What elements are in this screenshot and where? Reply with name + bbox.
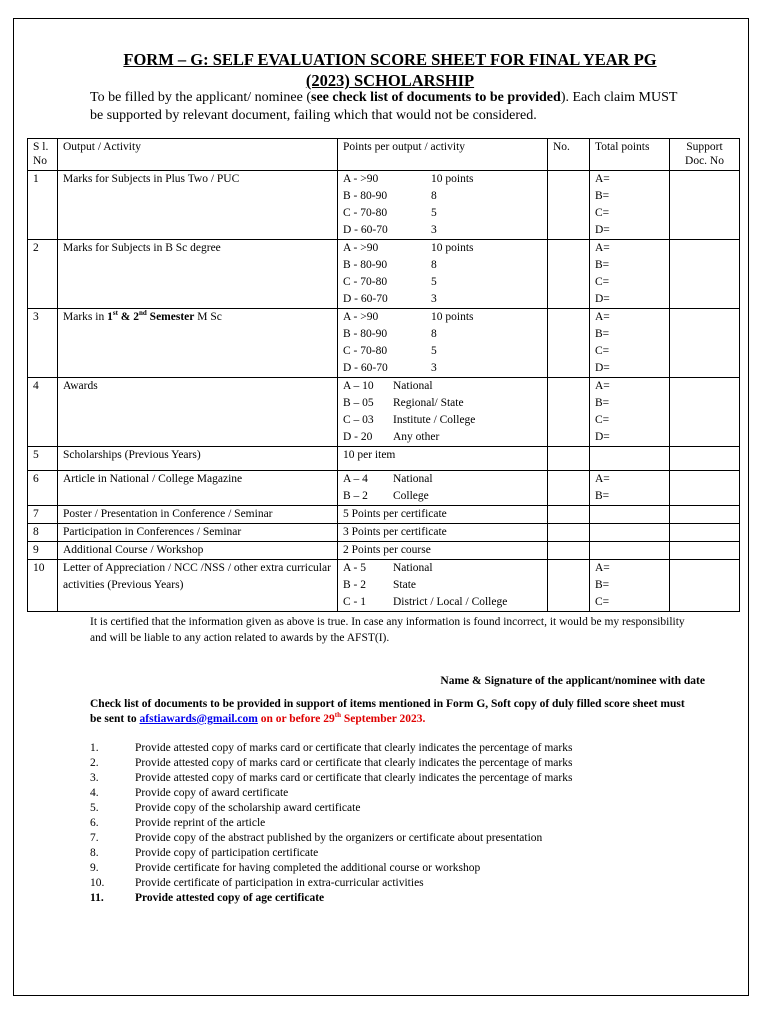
item-text: Provide copy of participation certificate (135, 847, 319, 859)
row-support-doc-cell[interactable] (670, 506, 740, 524)
deadline-text (258, 713, 426, 725)
activity-semester (107, 311, 194, 323)
points-code: C - 1 (343, 596, 366, 608)
email-link[interactable]: afstiawards@gmail.com (139, 713, 258, 725)
header-number: No. (548, 139, 590, 171)
points-code: C - 70-80 (343, 276, 388, 288)
total-label: A= (595, 473, 610, 485)
total-label: A= (595, 380, 610, 392)
item-text: Provide reprint of the article (135, 817, 266, 829)
row-sl: 1 (28, 171, 58, 240)
row-number-cell[interactable] (548, 471, 590, 506)
points-code: A – 10 (343, 380, 374, 392)
row-support-doc-cell[interactable] (670, 542, 740, 560)
row-sl: 8 (28, 524, 58, 542)
points-code: B – 2 (343, 490, 368, 502)
total-label: C= (595, 207, 610, 219)
row-totals[interactable] (590, 471, 670, 506)
points-value: 8 (431, 259, 437, 271)
row-points (338, 378, 548, 447)
total-label: B= (595, 490, 610, 502)
points-code: B – 05 (343, 397, 374, 409)
points-code: A - >90 (343, 311, 379, 323)
item-text: Provide copy of the abstract published by the organizers or certificate about presentation (135, 832, 543, 844)
checklist-heading (90, 697, 690, 727)
row-totals[interactable] (590, 542, 670, 560)
list-item (90, 846, 650, 861)
total-label: D= (595, 362, 610, 374)
total-label: C= (595, 345, 610, 357)
row-number-cell[interactable] (548, 378, 590, 447)
points-code: C - 70-80 (343, 345, 388, 357)
row-number-cell[interactable] (548, 560, 590, 612)
item-number: 11. (90, 892, 104, 904)
activity-st: st (112, 309, 118, 318)
activity-sem: Semester (146, 311, 195, 323)
row-totals[interactable] (590, 378, 670, 447)
row-points: 5 Points per certificate (338, 506, 548, 524)
total-label: B= (595, 259, 610, 271)
total-label: C= (595, 596, 610, 608)
points-code: B - 80-90 (343, 328, 388, 340)
row-sl: 2 (28, 240, 58, 309)
points-value: 5 (431, 276, 437, 288)
item-text: Provide attested copy of marks card or certificate that clearly indicates the percentage of marks (135, 757, 573, 769)
item-number: 2. (90, 757, 99, 769)
header-sl-no: S l. No (28, 139, 58, 171)
points-value: 10 points (431, 173, 474, 185)
row-activity: Letter of Appreciation / NCC /NSS / other extra curricular activities (Previous Years) (58, 560, 338, 612)
deadline-sup: th (334, 711, 341, 720)
header-points: Points per output / activity (338, 139, 548, 171)
total-label: D= (595, 293, 610, 305)
points-value: 8 (431, 190, 437, 202)
points-code: D - 20 (343, 431, 373, 443)
row-totals[interactable] (590, 506, 670, 524)
activity-nd: nd (139, 309, 147, 318)
list-item (90, 741, 650, 756)
row-support-doc-cell[interactable] (670, 171, 740, 240)
row-activity: Marks for Subjects in Plus Two / PUC (58, 171, 338, 240)
certification-statement: It is certified that the information given as above is true. In case any information is found incorrect, it would be my responsibility and will be liable to any action related to awards by the AFST(I). (90, 616, 685, 644)
row-activity: Awards (58, 378, 338, 447)
total-label: C= (595, 414, 610, 426)
row-support-doc-cell[interactable] (670, 378, 740, 447)
table-row (28, 471, 740, 506)
activity-text-end: M Sc (194, 311, 222, 323)
points-code: B - 2 (343, 579, 366, 591)
row-points: 3 Points per certificate (338, 524, 548, 542)
row-activity: Marks for Subjects in B Sc degree (58, 240, 338, 309)
list-item (90, 801, 650, 816)
deadline-post: September 2023. (340, 713, 426, 725)
row-points: 10 per item (338, 447, 548, 471)
points-value: 5 (431, 207, 437, 219)
list-item (90, 891, 650, 906)
list-item (90, 861, 650, 876)
total-label: A= (595, 311, 610, 323)
total-label: B= (595, 190, 610, 202)
table-row (28, 309, 740, 378)
header-activity: Output / Activity (58, 139, 338, 171)
table-row (28, 447, 740, 471)
intro-text-rest: ). Each claim MUST be supported by relevant document, failing which that would not be considered. (90, 90, 678, 123)
row-support-doc-cell[interactable] (670, 524, 740, 542)
table-row (28, 542, 740, 560)
row-sl: 4 (28, 378, 58, 447)
row-sl: 9 (28, 542, 58, 560)
item-number: 10. (90, 877, 105, 889)
header-total-points: Total points (590, 139, 670, 171)
points-value: Institute / College (393, 414, 476, 426)
row-number-cell[interactable] (548, 524, 590, 542)
total-label: A= (595, 562, 610, 574)
list-item (90, 786, 650, 801)
points-code: A - >90 (343, 173, 379, 185)
row-support-doc-cell[interactable] (670, 471, 740, 506)
points-value: College (393, 490, 429, 502)
row-number-cell[interactable] (548, 240, 590, 309)
table-row (28, 506, 740, 524)
row-support-doc-cell[interactable] (670, 560, 740, 612)
row-sl: 3 (28, 309, 58, 378)
points-value: 10 points (431, 311, 474, 323)
deadline-pre: on or before 29 (257, 713, 335, 725)
points-code: B - 80-90 (343, 259, 388, 271)
item-number: 8. (90, 847, 99, 859)
row-activity: Additional Course / Workshop (58, 542, 338, 560)
form-instructions (90, 89, 690, 125)
points-value: National (393, 562, 433, 574)
row-sl: 6 (28, 471, 58, 506)
row-sl: 10 (28, 560, 58, 612)
row-number-cell[interactable] (548, 542, 590, 560)
item-text: Provide copy of the scholarship award certificate (135, 802, 361, 814)
points-value: Regional/ State (393, 397, 464, 409)
points-value: 8 (431, 328, 437, 340)
row-points (338, 240, 548, 309)
document-checklist (90, 741, 650, 906)
row-number-cell[interactable] (548, 309, 590, 378)
points-code: A - 5 (343, 562, 366, 574)
points-value: 10 points (431, 242, 474, 254)
row-totals[interactable] (590, 447, 670, 471)
total-label: B= (595, 397, 610, 409)
row-activity: Article in National / College Magazine (58, 471, 338, 506)
row-points (338, 171, 548, 240)
row-activity: Scholarships (Previous Years) (58, 447, 338, 471)
row-number-cell[interactable] (548, 171, 590, 240)
total-label: C= (595, 276, 610, 288)
row-points (338, 471, 548, 506)
list-item (90, 816, 650, 831)
header-support-doc: Support Doc. No (670, 139, 740, 171)
checklist-heading-text: Check list of documents to be provided in support of items mentioned in Form G, Soft copy of duly filled score sheet must be sent to (90, 698, 685, 725)
row-totals[interactable] (590, 240, 670, 309)
row-sl: 7 (28, 506, 58, 524)
row-support-doc-cell[interactable] (670, 240, 740, 309)
item-number: 9. (90, 862, 99, 874)
item-number: 3. (90, 772, 99, 784)
activity-first: 1 (107, 311, 113, 323)
total-label: D= (595, 431, 610, 443)
row-activity (58, 309, 338, 378)
points-value: 5 (431, 345, 437, 357)
activity-second: & 2 (117, 311, 139, 323)
points-value: National (393, 380, 433, 392)
points-value: Any other (393, 431, 440, 443)
table-header-row (28, 139, 740, 171)
item-number: 6. (90, 817, 99, 829)
signature-label: Name & Signature of the applicant/nominee with date (440, 675, 705, 687)
item-text: Provide certificate of participation in extra-curricular activities (135, 877, 424, 889)
item-number: 1. (90, 742, 99, 754)
points-value: State (393, 579, 416, 591)
points-value: District / Local / College (393, 596, 508, 608)
points-code: B - 80-90 (343, 190, 388, 202)
item-text: Provide copy of award certificate (135, 787, 289, 799)
activity-text: Marks in (63, 311, 108, 323)
intro-text: To be filled by the applicant/ nominee ( (90, 90, 312, 105)
list-item (90, 756, 650, 771)
form-title (60, 49, 720, 91)
row-activity: Poster / Presentation in Conference / Seminar (58, 506, 338, 524)
item-number: 7. (90, 832, 99, 844)
item-text: Provide attested copy of marks card or certificate that clearly indicates the percentage of marks (135, 772, 573, 784)
points-value: National (393, 473, 433, 485)
list-item (90, 771, 650, 786)
list-item (90, 876, 650, 891)
list-item (90, 831, 650, 846)
points-code: A - >90 (343, 242, 379, 254)
table-row (28, 240, 740, 309)
total-label: A= (595, 242, 610, 254)
points-value: 3 (431, 224, 437, 236)
row-support-doc-cell[interactable] (670, 447, 740, 471)
table-row (28, 560, 740, 612)
score-table (27, 138, 740, 612)
points-code: D - 60-70 (343, 293, 388, 305)
table-row (28, 378, 740, 447)
item-text: Provide attested copy of marks card or certificate that clearly indicates the percentage of marks (135, 742, 573, 754)
row-totals[interactable] (590, 560, 670, 612)
item-text: Provide attested copy of age certificate (135, 892, 325, 904)
row-activity: Participation in Conferences / Seminar (58, 524, 338, 542)
item-number: 5. (90, 802, 99, 814)
total-label: B= (595, 328, 610, 340)
total-label: A= (595, 173, 610, 185)
points-code: A – 4 (343, 473, 368, 485)
points-value: 3 (431, 293, 437, 305)
table-row (28, 171, 740, 240)
intro-emphasis: see check list of documents to be provided (311, 90, 561, 105)
form-title-line2: (2023) SCHOLARSHIP (305, 71, 475, 90)
points-code: D - 60-70 (343, 224, 388, 236)
row-totals[interactable] (590, 309, 670, 378)
row-number-cell[interactable] (548, 447, 590, 471)
row-support-doc-cell[interactable] (670, 309, 740, 378)
row-points (338, 560, 548, 612)
row-sl: 5 (28, 447, 58, 471)
points-code: D - 60-70 (343, 362, 388, 374)
points-code: C – 03 (343, 414, 374, 426)
total-label: B= (595, 579, 610, 591)
points-value: 3 (431, 362, 437, 374)
row-points (338, 309, 548, 378)
row-totals[interactable] (590, 171, 670, 240)
total-label: D= (595, 224, 610, 236)
row-number-cell[interactable] (548, 506, 590, 524)
row-points: 2 Points per course (338, 542, 548, 560)
item-number: 4. (90, 787, 99, 799)
table-row (28, 524, 740, 542)
row-totals[interactable] (590, 524, 670, 542)
form-title-line1: FORM – G: SELF EVALUATION SCORE SHEET FOR FINAL YEAR PG (123, 50, 657, 69)
points-code: C - 70-80 (343, 207, 388, 219)
item-text: Provide certificate for having completed the additional course or workshop (135, 862, 481, 874)
